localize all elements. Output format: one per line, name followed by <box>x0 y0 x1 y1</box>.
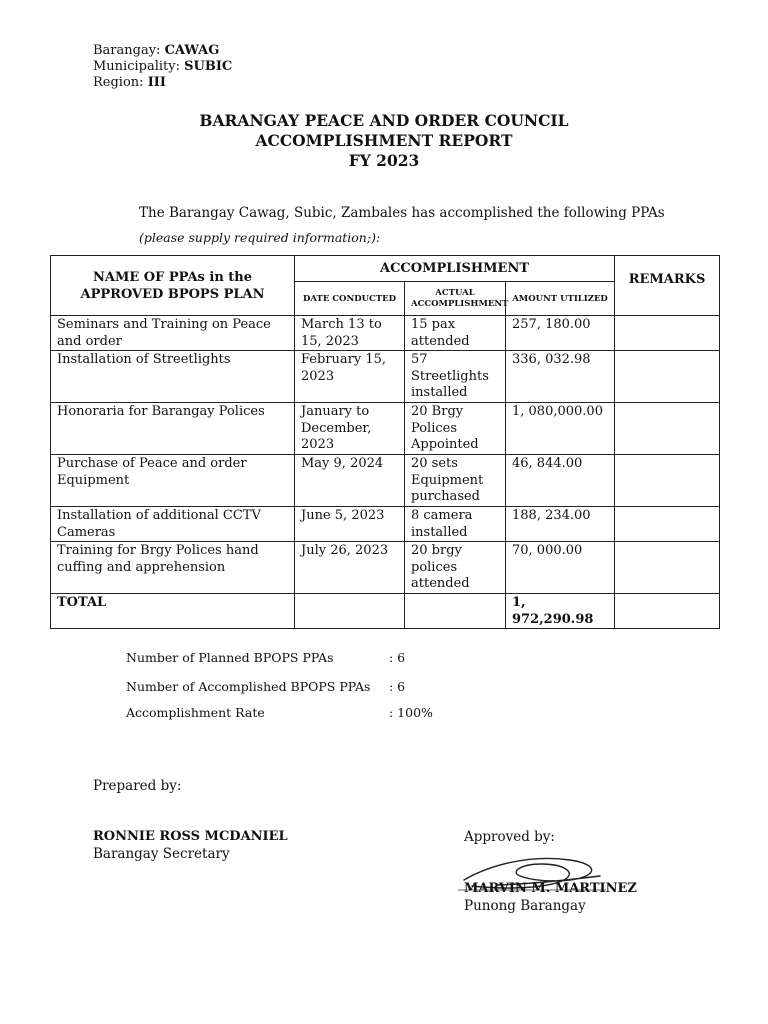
preparer-title: Barangay Secretary <box>93 846 230 862</box>
total-amount: 1, 972,290.98 <box>506 594 615 629</box>
total-empty-cell <box>295 594 405 629</box>
table-row <box>51 542 720 594</box>
table-row <box>51 351 720 403</box>
header-actual-accomplishment: ACTUAL ACCOMPLISHMENT <box>405 282 506 316</box>
accomplished-value: : 6 <box>389 679 406 694</box>
approver-title: Punong Barangay <box>464 898 586 914</box>
rate-value: : 100% <box>389 705 433 720</box>
planned-label: Number of Planned BPOPS PPAs <box>126 650 334 665</box>
preparer-name: RONNIE ROSS MCDANIEL <box>93 829 288 844</box>
accomplished-label: Number of Accomplished BPOPS PPAs <box>126 679 371 694</box>
cell-remarks <box>615 455 720 507</box>
cell-actual: 15 pax attended <box>405 316 506 351</box>
region-line: Region: III <box>93 75 166 90</box>
cell-remarks <box>615 351 720 403</box>
planned-value: : 6 <box>389 650 406 665</box>
cell-date: June 5, 2023 <box>295 507 405 542</box>
table-row <box>51 403 720 455</box>
cell-amount: 46, 844.00 <box>506 455 615 507</box>
rate-label: Accomplishment Rate <box>126 705 265 720</box>
cell-ppa-name: Honoraria for Barangay Polices <box>51 403 295 455</box>
report-title-line-3: FY 2023 <box>348 151 420 170</box>
total-empty-cell <box>615 594 720 629</box>
table-row <box>51 507 720 542</box>
cell-ppa-name: Installation of Streetlights <box>51 351 295 403</box>
cell-amount: 257, 180.00 <box>506 316 615 351</box>
cell-ppa-name: Training for Brgy Polices hand cuffing and apprehension <box>51 542 295 594</box>
table-row <box>51 316 720 351</box>
cell-actual: 20 brgy polices attended <box>405 542 506 594</box>
cell-ppa-name: Purchase of Peace and order Equipment <box>51 455 295 507</box>
cell-actual: 20 Brgy Polices Appointed <box>405 403 506 455</box>
header-amount-utilized: AMOUNT UTILIZED <box>506 282 615 316</box>
cell-actual: 20 sets Equipment purchased <box>405 455 506 507</box>
accomplishment-table <box>50 255 720 629</box>
header-accomplishment: ACCOMPLISHMENT <box>295 256 615 282</box>
cell-date: January to December, 2023 <box>295 403 405 455</box>
header-remarks: REMARKS <box>615 256 720 316</box>
header-date-conducted: DATE CONDUCTED <box>295 282 405 316</box>
cell-amount: 188, 234.00 <box>506 507 615 542</box>
total-empty-cell <box>405 594 506 629</box>
municipality-line: Municipality: SUBIC <box>93 59 233 74</box>
cell-date: February 15, 2023 <box>295 351 405 403</box>
barangay-line: Barangay: CAWAG <box>93 43 220 58</box>
barangay-value: CAWAG <box>164 43 220 58</box>
approved-by-label: Approved by: <box>464 829 555 845</box>
intro-note: (please supply required information;): <box>139 230 381 245</box>
cell-amount: 70, 000.00 <box>506 542 615 594</box>
cell-remarks <box>615 507 720 542</box>
table-row <box>51 455 720 507</box>
cell-actual: 8 camera installed <box>405 507 506 542</box>
region-value: III <box>147 75 166 90</box>
cell-remarks <box>615 403 720 455</box>
cell-date: March 13 to 15, 2023 <box>295 316 405 351</box>
municipality-value: SUBIC <box>184 59 233 74</box>
cell-date: July 26, 2023 <box>295 542 405 594</box>
total-label: TOTAL <box>51 594 295 629</box>
cell-ppa-name: Installation of additional CCTV Cameras <box>51 507 295 542</box>
cell-remarks <box>615 542 720 594</box>
report-title-line-2: ACCOMPLISHMENT REPORT <box>255 131 513 150</box>
header-ppa-name: NAME OF PPAs in the APPROVED BPOPS PLAN <box>51 256 295 316</box>
cell-ppa-name: Seminars and Training on Peace and order <box>51 316 295 351</box>
cell-amount: 1, 080,000.00 <box>506 403 615 455</box>
cell-date: May 9, 2024 <box>295 455 405 507</box>
report-title-line-1: BARANGAY PEACE AND ORDER COUNCIL <box>199 111 569 130</box>
intro-text: The Barangay Cawag, Subic, Zambales has accomplished the following PPAs <box>139 205 665 221</box>
cell-remarks <box>615 316 720 351</box>
total-row <box>51 594 720 629</box>
cell-amount: 336, 032.98 <box>506 351 615 403</box>
cell-actual: 57 Streetlights installed <box>405 351 506 403</box>
prepared-by-label: Prepared by: <box>93 778 182 794</box>
approver-name: MARVIN M. MARTINEZ <box>464 881 637 896</box>
